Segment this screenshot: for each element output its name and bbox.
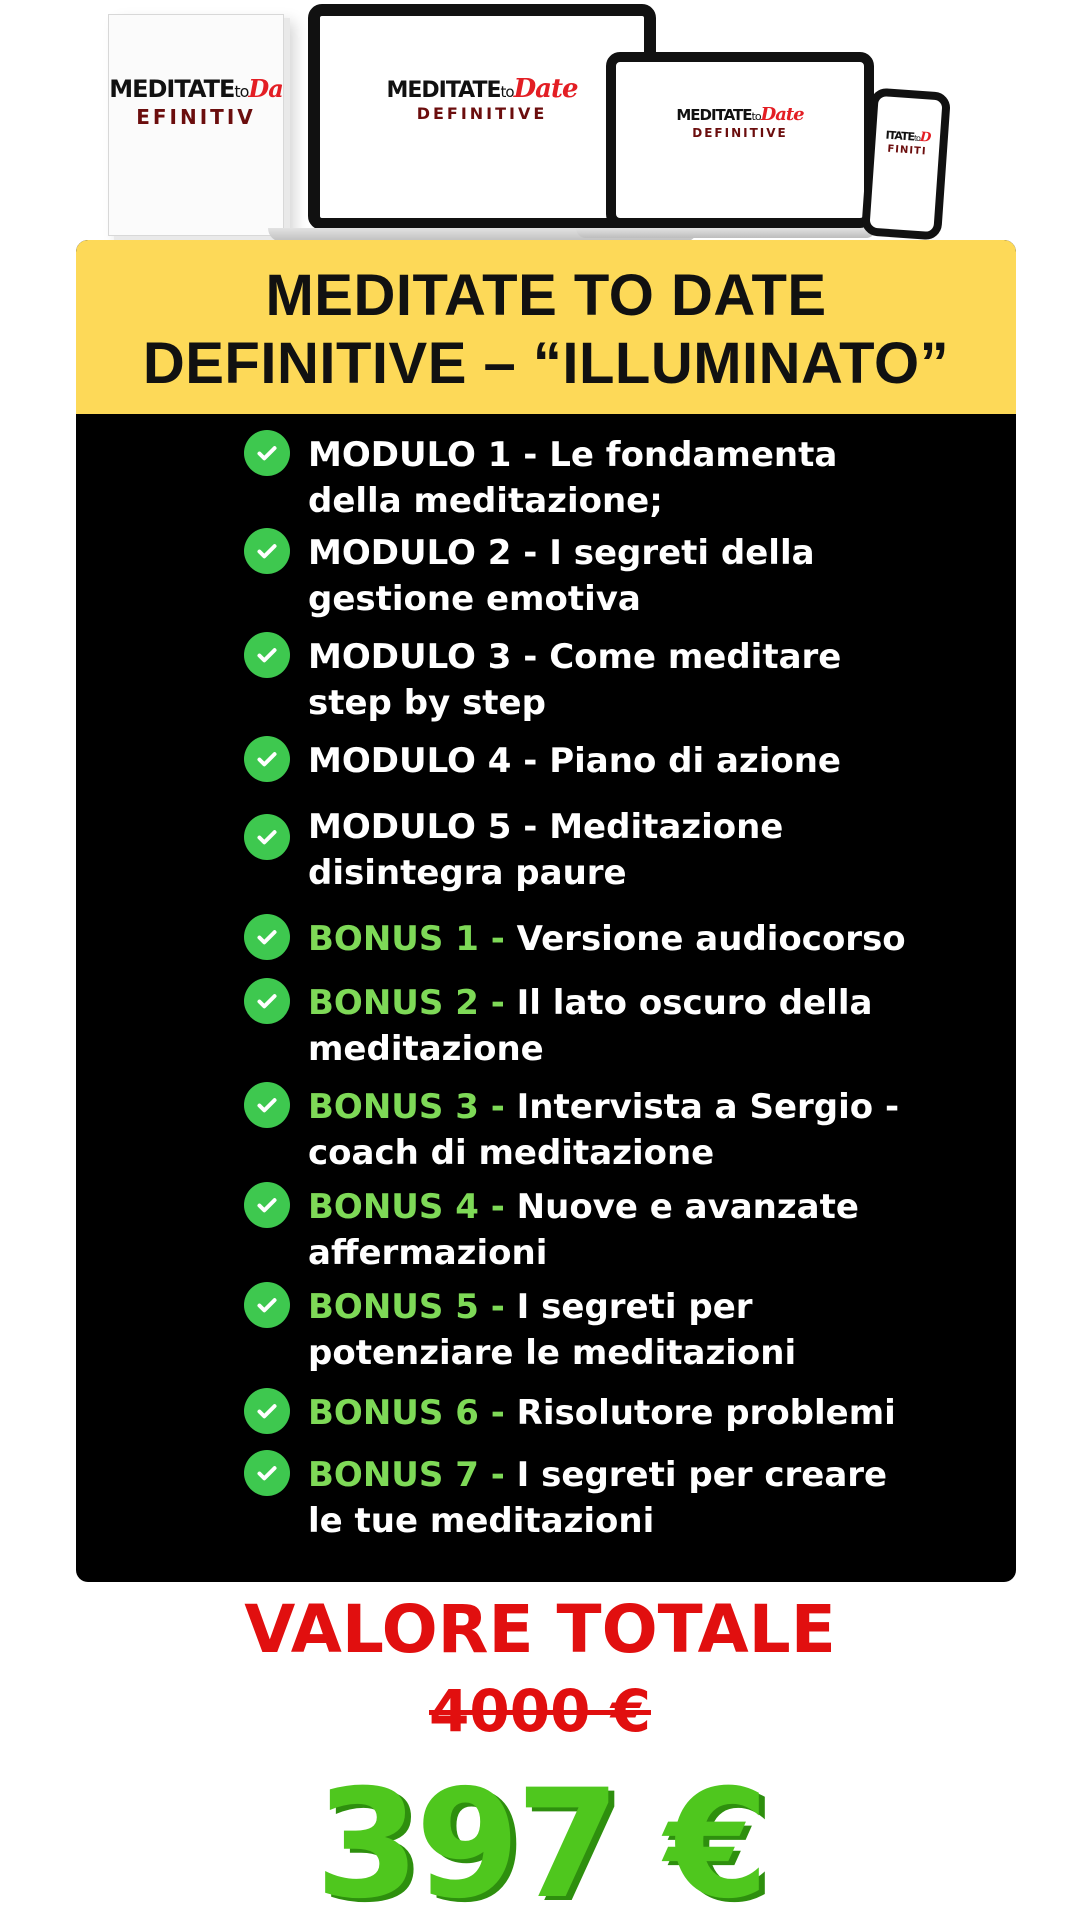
item-text: I segreti della gestione emotiva xyxy=(308,533,815,619)
item-label: BONUS 6 - xyxy=(308,1393,517,1433)
check-circle-icon xyxy=(244,914,290,960)
item-text: Intervista a Sergio - coach di meditazione xyxy=(308,1087,900,1173)
laptop-logo: MEDITATEtoDate DEFINITIVE xyxy=(386,74,578,123)
check-circle-icon xyxy=(244,1388,290,1434)
book-logo: MEDITATEtoDa EFINITIV xyxy=(109,74,283,129)
item-label: BONUS 5 - xyxy=(308,1287,517,1327)
list-item-modulo-2 xyxy=(244,530,908,622)
item-text: Risolutore problemi xyxy=(516,1393,896,1433)
list-item-modulo-4 xyxy=(244,738,908,784)
item-label: MODULO 2 - xyxy=(308,533,550,573)
phone-logo: ITATEtoD FINITI xyxy=(885,128,931,158)
list-item-bonus-2 xyxy=(244,980,908,1072)
item-text: I segreti per potenziare le meditazioni xyxy=(308,1287,797,1373)
check-circle-icon xyxy=(244,632,290,678)
item-text: Piano di azione xyxy=(549,741,841,781)
list-item-bonus-3 xyxy=(244,1084,908,1176)
item-label: BONUS 7 - xyxy=(308,1455,517,1495)
item-text: Versione audiocorso xyxy=(516,919,906,959)
list-item-bonus-6 xyxy=(244,1390,908,1436)
list-item-modulo-3 xyxy=(244,634,908,726)
book-mockup xyxy=(108,14,284,236)
check-circle-icon xyxy=(244,528,290,574)
item-label: MODULO 1 - xyxy=(308,435,550,475)
check-circle-icon xyxy=(244,1450,290,1496)
total-value-label: VALORE TOTALE xyxy=(244,1591,836,1668)
offer-header xyxy=(76,240,1016,414)
list-item-bonus-4 xyxy=(244,1184,908,1276)
list-item-bonus-7 xyxy=(244,1452,908,1544)
check-circle-icon xyxy=(244,736,290,782)
item-text: I segreti per creare le tue meditazioni xyxy=(308,1455,888,1541)
phone-mockup xyxy=(861,87,951,240)
old-price: 4000 € xyxy=(429,1677,651,1745)
item-text: Il lato oscuro della meditazione xyxy=(308,983,873,1069)
check-circle-icon xyxy=(244,1082,290,1128)
tablet-mockup xyxy=(606,52,874,228)
new-price: 397 € xyxy=(315,1758,765,1932)
check-circle-icon xyxy=(244,1282,290,1328)
laptop-mockup xyxy=(308,4,656,230)
check-circle-icon xyxy=(244,430,290,476)
item-label: BONUS 2 - xyxy=(308,983,517,1023)
offer-title-line2: DEFINITIVE – “ILLUMINATO” xyxy=(142,331,950,396)
item-label: BONUS 1 - xyxy=(308,919,517,959)
list-item-bonus-5 xyxy=(244,1284,908,1376)
item-text: Le fondamenta della meditazione; xyxy=(308,435,838,521)
tablet-base xyxy=(576,228,876,238)
offer-title-line1: MEDITATE TO DATE xyxy=(265,263,827,328)
item-text: Come meditare step by step xyxy=(308,637,842,723)
item-text: Nuove e avanzate affermazioni xyxy=(308,1187,859,1273)
item-label: MODULO 5 - xyxy=(308,807,550,847)
item-label: BONUS 3 - xyxy=(308,1087,517,1127)
check-circle-icon xyxy=(244,1182,290,1228)
item-text: Meditazione disintegra paure xyxy=(308,807,784,893)
offer-card xyxy=(76,240,1016,1582)
check-circle-icon xyxy=(244,978,290,1024)
list-item-bonus-1 xyxy=(244,916,908,962)
list-item-modulo-5 xyxy=(244,804,908,896)
item-label: BONUS 4 - xyxy=(308,1187,517,1227)
check-circle-icon xyxy=(244,814,290,860)
product-mockups xyxy=(0,0,1080,245)
item-label: MODULO 3 - xyxy=(308,637,550,677)
list-item-modulo-1 xyxy=(244,432,908,524)
item-label: MODULO 4 - xyxy=(308,741,550,781)
tablet-logo: MEDITATEtoDate DEFINITIVE xyxy=(676,104,804,140)
